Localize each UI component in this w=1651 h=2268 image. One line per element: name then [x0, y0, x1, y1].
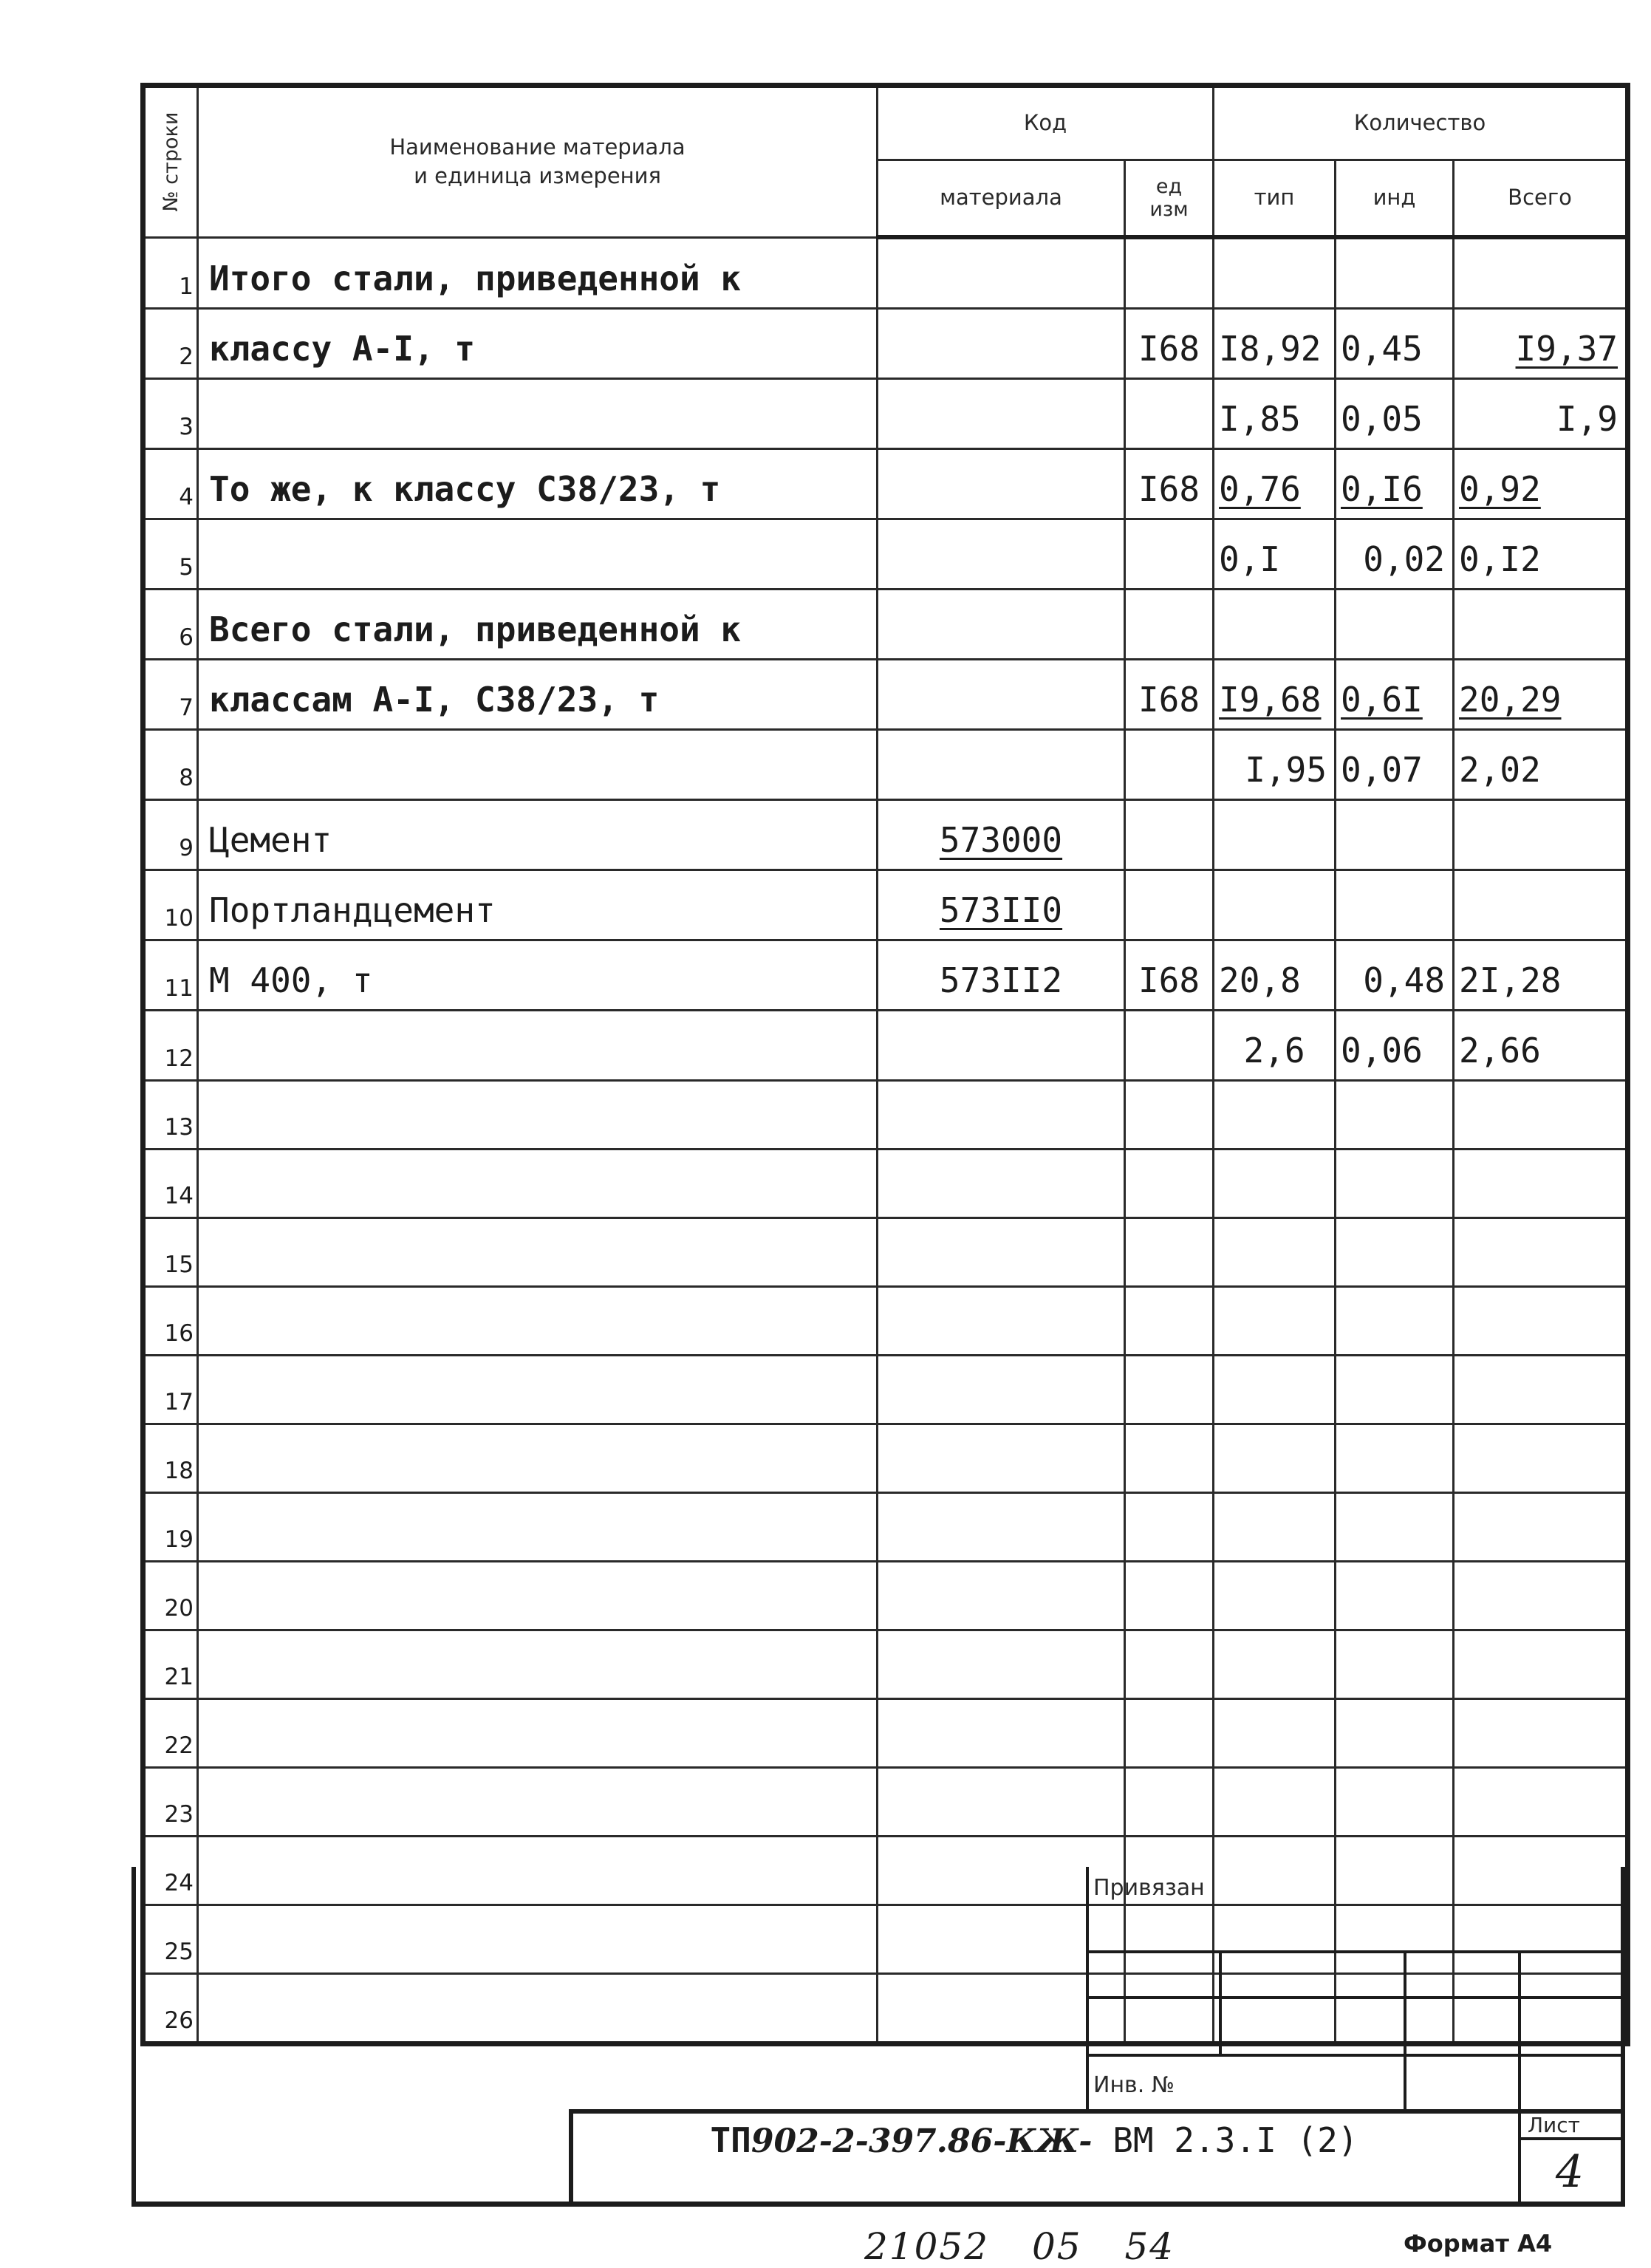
qty-ind-cell	[1336, 1218, 1454, 1287]
row-number-cell: 2	[143, 309, 198, 379]
qty-ind-cell: 0,02	[1336, 519, 1454, 590]
qty-total-cell	[1454, 1218, 1628, 1287]
qty-ind-cell: 0,45	[1336, 309, 1454, 379]
material-name-cell: Всего стали, приведенной к	[198, 590, 878, 660]
table-row	[143, 590, 1628, 660]
material-code-cell	[878, 1630, 1125, 1699]
table-row	[143, 1699, 1628, 1768]
material-name-cell	[198, 379, 878, 449]
qty-typ-cell: 2,6	[1214, 1011, 1336, 1081]
document-code: ТП902-2-397.86-КЖ- ВМ 2.3.I (2)	[710, 2120, 1358, 2160]
table-row	[143, 1493, 1628, 1562]
material-code-cell	[878, 590, 1125, 660]
table-row	[143, 1218, 1628, 1287]
qty-typ-cell	[1214, 449, 1336, 519]
qty-total-cell	[1454, 590, 1628, 660]
qty-ind-cell: 0,06	[1336, 1011, 1454, 1081]
row-number-cell: 19	[143, 1493, 198, 1562]
unit-code-cell	[1125, 1011, 1214, 1081]
qty-ind-cell	[1336, 1493, 1454, 1562]
qty-total-cell	[1454, 1493, 1628, 1562]
qty-total-cell: 2I,28	[1454, 940, 1628, 1011]
material-code-cell	[878, 660, 1125, 730]
material-name-cell	[198, 1081, 878, 1150]
table-row	[143, 940, 1628, 1011]
unit-code-cell	[1125, 1630, 1214, 1699]
material-code-cell	[878, 237, 1125, 309]
material-code-cell	[878, 519, 1125, 590]
table-row	[143, 730, 1628, 800]
qty-total-cell	[1454, 1562, 1628, 1630]
row-number-cell: 14	[143, 1150, 198, 1218]
table-row	[143, 1081, 1628, 1150]
qty-typ-cell	[1214, 1699, 1336, 1768]
qty-ind-cell	[1336, 1081, 1454, 1150]
unit-code-cell	[1125, 1493, 1214, 1562]
material-code-header: материала	[878, 160, 1125, 238]
row-number-cell: 12	[143, 1011, 198, 1081]
qty-total-cell: 0,I2	[1454, 519, 1628, 590]
title-block-line	[1518, 2137, 1625, 2140]
cell-value: 0,I6	[1341, 469, 1423, 509]
qty-typ-cell	[1214, 1287, 1336, 1356]
qty-ind-cell	[1336, 870, 1454, 940]
qty-typ-header: тип	[1214, 160, 1336, 238]
unit-code-cell: I68	[1125, 940, 1214, 1011]
unit-code-cell	[1125, 1699, 1214, 1768]
qty-typ-cell	[1214, 1081, 1336, 1150]
row-number-cell: 17	[143, 1356, 198, 1424]
qty-ind-cell	[1336, 800, 1454, 870]
row-number-cell: 26	[143, 1974, 198, 2044]
row-number-cell: 10	[143, 870, 198, 940]
unit-code-cell	[1125, 1287, 1214, 1356]
title-block-divider	[1404, 1950, 1406, 2111]
qty-typ-cell	[1214, 1768, 1336, 1837]
table-row	[143, 1356, 1628, 1424]
row-number-cell: 7	[143, 660, 198, 730]
material-name-cell: Итого стали, приведенной к	[198, 237, 878, 309]
material-code-cell	[878, 1287, 1125, 1356]
qty-ind-cell	[1336, 1287, 1454, 1356]
unit-code-cell	[1125, 590, 1214, 660]
material-name-cell	[198, 1630, 878, 1699]
unit-code-cell	[1125, 1081, 1214, 1150]
title-block-line	[569, 2109, 1625, 2114]
qty-ind-cell	[1336, 1699, 1454, 1768]
code-group-header: Код	[878, 86, 1214, 160]
title-block-line	[1086, 2054, 1625, 2057]
row-number-cell: 23	[143, 1768, 198, 1837]
qty-total-cell	[1454, 800, 1628, 870]
material-name-header: Наименование материала и единица измерения	[198, 86, 878, 238]
row-number-header	[143, 86, 198, 238]
table-row	[143, 660, 1628, 730]
table-row	[143, 379, 1628, 449]
row-number-cell: 9	[143, 800, 198, 870]
qty-total-cell	[1454, 1768, 1628, 1837]
qty-total-cell: 2,66	[1454, 1011, 1628, 1081]
quantity-group-header: Количество	[1214, 86, 1628, 160]
row-number-cell: 20	[143, 1562, 198, 1630]
row-number-cell: 24	[143, 1837, 198, 1905]
row-number-cell: 8	[143, 730, 198, 800]
table-row	[143, 519, 1628, 590]
qty-total-cell	[1454, 237, 1628, 309]
unit-code-cell	[1125, 870, 1214, 940]
title-block-line	[1086, 1996, 1625, 1999]
row-number-cell: 1	[143, 237, 198, 309]
unit-code-cell	[1125, 1356, 1214, 1424]
qty-typ-cell	[1214, 1424, 1336, 1493]
material-code-cell	[878, 1218, 1125, 1287]
qty-ind-cell	[1336, 1424, 1454, 1493]
material-name-cell	[198, 1768, 878, 1837]
cell-value: 0,6I	[1341, 680, 1423, 720]
title-block-divider	[1086, 1867, 1089, 2111]
material-code-cell	[878, 1356, 1125, 1424]
material-name-cell	[198, 1424, 878, 1493]
qty-typ-cell	[1214, 590, 1336, 660]
qty-total-cell	[1454, 1699, 1628, 1768]
qty-typ-cell	[1214, 1356, 1336, 1424]
materials-spec-table	[140, 83, 1630, 2046]
qty-ind-cell: 0,05	[1336, 379, 1454, 449]
qty-total-cell: I,9	[1454, 379, 1628, 449]
qty-typ-cell	[1214, 1150, 1336, 1218]
cell-value: 573000	[939, 820, 1063, 860]
qty-total-cell	[1454, 1150, 1628, 1218]
row-number-cell: 3	[143, 379, 198, 449]
qty-ind-cell	[1336, 1562, 1454, 1630]
table-row	[143, 237, 1628, 309]
qty-total-header: Всего	[1454, 160, 1628, 238]
paper-format: Формат А4	[1404, 2230, 1553, 2258]
table-row	[143, 1630, 1628, 1699]
row-number-cell: 13	[143, 1081, 198, 1150]
qty-typ-cell: I,85	[1214, 379, 1336, 449]
unit-code-cell	[1125, 237, 1214, 309]
material-name-cell	[198, 1493, 878, 1562]
qty-typ-cell	[1214, 1630, 1336, 1699]
material-name-cell: Цемент	[198, 800, 878, 870]
material-code-cell	[878, 800, 1125, 870]
handwritten-reference: 21052 05 54	[864, 2225, 1175, 2268]
row-number-cell: 15	[143, 1218, 198, 1287]
unit-code-cell	[1125, 519, 1214, 590]
unit-code-header: ед изм	[1125, 160, 1214, 238]
unit-code-cell	[1125, 379, 1214, 449]
unit-code-cell: I68	[1125, 660, 1214, 730]
unit-code-cell: I68	[1125, 309, 1214, 379]
qty-total-cell	[1454, 1356, 1628, 1424]
material-name-cell	[198, 1699, 878, 1768]
material-name-cell: М 400, т	[198, 940, 878, 1011]
table-row	[143, 1562, 1628, 1630]
unit-code-cell	[1125, 1218, 1214, 1287]
material-code-cell	[878, 1424, 1125, 1493]
material-name-cell	[198, 519, 878, 590]
table-row	[143, 309, 1628, 379]
qty-typ-cell	[1214, 660, 1336, 730]
row-number-cell: 18	[143, 1424, 198, 1493]
material-name-cell: классам А-I, С38/23, т	[198, 660, 878, 730]
unit-code-cell	[1125, 1562, 1214, 1630]
qty-typ-cell: 0,I	[1214, 519, 1336, 590]
material-code-cell	[878, 1699, 1125, 1768]
row-number-cell: 22	[143, 1699, 198, 1768]
material-name-cell	[198, 1287, 878, 1356]
table-row	[143, 800, 1628, 870]
table-row	[143, 1768, 1628, 1837]
qty-total-cell	[1454, 660, 1628, 730]
row-number-cell: 6	[143, 590, 198, 660]
cell-value: 573II0	[939, 890, 1063, 930]
qty-typ-cell	[1214, 800, 1336, 870]
unit-code-cell	[1125, 730, 1214, 800]
qty-ind-cell: 0,48	[1336, 940, 1454, 1011]
table-row	[143, 449, 1628, 519]
material-name-cell	[198, 1218, 878, 1287]
row-number-cell: 11	[143, 940, 198, 1011]
unit-code-cell	[1125, 800, 1214, 870]
material-code-cell	[878, 1493, 1125, 1562]
cell-value: 20,29	[1459, 680, 1562, 720]
qty-typ-cell: I,95	[1214, 730, 1336, 800]
material-code-cell	[878, 870, 1125, 940]
material-code-cell	[878, 1011, 1125, 1081]
qty-typ-cell: I8,92	[1214, 309, 1336, 379]
unit-code-cell	[1125, 1424, 1214, 1493]
material-code-cell	[878, 1768, 1125, 1837]
unit-code-cell: I68	[1125, 449, 1214, 519]
material-code-cell	[878, 309, 1125, 379]
row-number-cell: 4	[143, 449, 198, 519]
material-name-cell	[198, 1150, 878, 1218]
title-block-divider	[1219, 1950, 1222, 2054]
unit-code-cell	[1125, 1768, 1214, 1837]
sheet-label: Лист	[1528, 2113, 1580, 2137]
qty-ind-cell	[1336, 590, 1454, 660]
qty-typ-cell	[1214, 237, 1336, 309]
qty-ind-cell	[1336, 1768, 1454, 1837]
qty-ind-cell	[1336, 1150, 1454, 1218]
table-row	[143, 1011, 1628, 1081]
qty-ind-header: инд	[1336, 160, 1454, 238]
qty-ind-cell	[1336, 1630, 1454, 1699]
cell-value: 0,92	[1459, 469, 1541, 509]
cell-value: I9,68	[1219, 680, 1322, 720]
qty-typ-cell	[1214, 870, 1336, 940]
material-name-cell: То же, к классу С38/23, т	[198, 449, 878, 519]
qty-ind-cell	[1336, 660, 1454, 730]
table-row	[143, 1150, 1628, 1218]
material-name-cell	[198, 1356, 878, 1424]
material-code-cell: 573II2	[878, 940, 1125, 1011]
qty-typ-cell	[1214, 1562, 1336, 1630]
qty-typ-cell	[1214, 1493, 1336, 1562]
qty-typ-cell: 20,8	[1214, 940, 1336, 1011]
unit-code-cell	[1125, 1150, 1214, 1218]
table-row	[143, 1287, 1628, 1356]
material-code-cell	[878, 1562, 1125, 1630]
row-number-cell: 25	[143, 1905, 198, 1974]
qty-total-cell	[1454, 449, 1628, 519]
material-name-cell: Портландцемент	[198, 870, 878, 940]
cell-value: I9,37	[1515, 329, 1618, 369]
qty-ind-cell	[1336, 1356, 1454, 1424]
qty-total-cell	[1454, 1287, 1628, 1356]
row-number-cell: 5	[143, 519, 198, 590]
cell-value: № строки	[159, 112, 182, 212]
qty-total-cell: 2,02	[1454, 730, 1628, 800]
qty-typ-cell	[1214, 1218, 1336, 1287]
cell-value: 0,76	[1219, 469, 1301, 509]
material-code-cell	[878, 449, 1125, 519]
material-name-cell	[198, 1562, 878, 1630]
qty-ind-cell	[1336, 237, 1454, 309]
qty-total-cell	[1454, 1630, 1628, 1699]
qty-total-cell	[1454, 1424, 1628, 1493]
title-block-line	[1086, 1950, 1625, 1953]
qty-total-cell	[1454, 870, 1628, 940]
material-code-cell	[878, 730, 1125, 800]
table-row	[143, 1424, 1628, 1493]
material-name-cell	[198, 1011, 878, 1081]
qty-ind-cell: 0,07	[1336, 730, 1454, 800]
material-name-cell	[198, 730, 878, 800]
qty-total-cell	[1454, 1081, 1628, 1150]
table-row	[143, 870, 1628, 940]
qty-ind-cell	[1336, 449, 1454, 519]
material-code-cell	[878, 1081, 1125, 1150]
material-code-cell	[878, 379, 1125, 449]
material-name-cell: классу А-I, т	[198, 309, 878, 379]
inventory-number-label: Инв. №	[1093, 2072, 1175, 2098]
qty-total-cell	[1454, 309, 1628, 379]
tied-label: Привязан	[1093, 1875, 1205, 1901]
material-code-cell	[878, 1150, 1125, 1218]
sheet-number: 4	[1555, 2146, 1585, 2198]
row-number-cell: 16	[143, 1287, 198, 1356]
row-number-cell: 21	[143, 1630, 198, 1699]
